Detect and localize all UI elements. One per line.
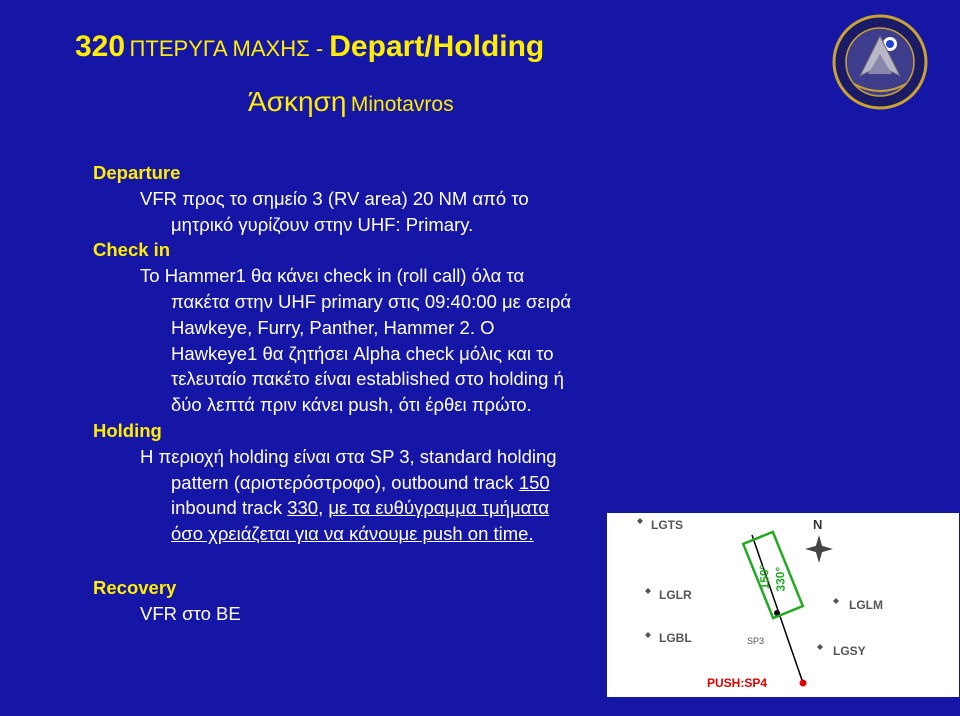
airfield-icon [833,598,839,604]
checkin-line: Hawkeye, Furry, Panther, Hammer 2. O [171,316,495,338]
subtitle-exercise-name: Minotavros [350,93,454,116]
inbound-track-label: 330° [772,566,788,592]
checkin-line: Hawkeye1 θα ζητήσει Alpha check μόλις και το [171,342,554,364]
north-arrow [805,517,833,563]
lgsy-label: LGSY [833,644,866,658]
sp3-label: SP3 [747,636,765,646]
departure-line: μητρικό γυρίζουν στην UHF: Primary. [171,213,474,235]
airfield-icon [645,588,651,594]
north-label: N [813,517,823,532]
lgts-label: LGTS [651,518,683,532]
holding-pattern [740,532,803,620]
title-main: Depart/Holding [329,30,545,63]
airfield-icon [637,518,643,524]
checkin-heading: Check in [93,239,171,261]
compass-rose-icon [805,535,833,563]
lgbl-label: LGBL [659,631,692,645]
inbound-track: 330 [287,497,319,519]
holding-map [607,513,959,697]
recovery-line: VFR στο BE [140,602,241,624]
holding-heading: Holding [93,419,162,441]
holding-line: Η περιοχή holding είναι στα SP 3, standard holding [140,445,557,467]
title-wing: ΠΤΕΡΥΓΑ ΜΑΧΗΣ [129,36,310,61]
checkin-line: Το Hammer1 θα κάνει check in (roll call) όλα τα [140,265,525,287]
airfield-icon [817,644,823,650]
title-separator: - [309,36,330,61]
holding-text: inbound track [171,497,288,519]
airfield-lgts [637,518,683,532]
recovery-heading: Recovery [93,576,177,598]
outbound-track-label: 150° [756,564,772,590]
page-title [75,30,544,64]
lglr-label: LGLR [659,588,692,602]
airfield-lglm [833,598,883,612]
push-label: PUSH:SP4 [707,676,768,690]
departure-heading: Departure [93,162,181,183]
holding-text: pattern (αριστερόστροφο), outbound track [171,471,519,493]
airfield-lglr [645,588,692,602]
checkin-line: πακέτα στην UHF primary στις 09:40:00 με σειρά [171,290,572,312]
checkin-line: δύο λεπτά πριν κάνει push, ότι έρθει πρώτο. [171,394,532,416]
airfield-icon [645,632,651,638]
title-number: 320 [75,30,126,63]
briefing-text [93,160,633,627]
subtitle-exercise: Άσκηση [248,86,347,117]
holding-line [93,495,633,521]
holding-underlined: όσο χρειάζεται για να κάνουμε push on time. [171,523,534,545]
outbound-track: 150 [518,471,550,493]
holding-line [93,521,633,547]
airfield-lgbl [645,631,692,645]
holding-text: , [318,497,329,519]
lglm-label: LGLM [849,598,883,612]
departure-line: VFR προς το σημείο 3 (RV area) 20 NM από το [140,187,529,209]
holding-underlined: με τα ευθύγραμμα τμήματα [328,497,550,519]
squadron-emblem-icon [832,14,928,110]
airfield-lgsy [817,644,866,658]
checkin-line: τελευταίο πακέτο είναι established στο holding ή [171,368,564,390]
holding-line [93,470,633,496]
push-point-icon [800,680,807,687]
subtitle [248,86,454,118]
